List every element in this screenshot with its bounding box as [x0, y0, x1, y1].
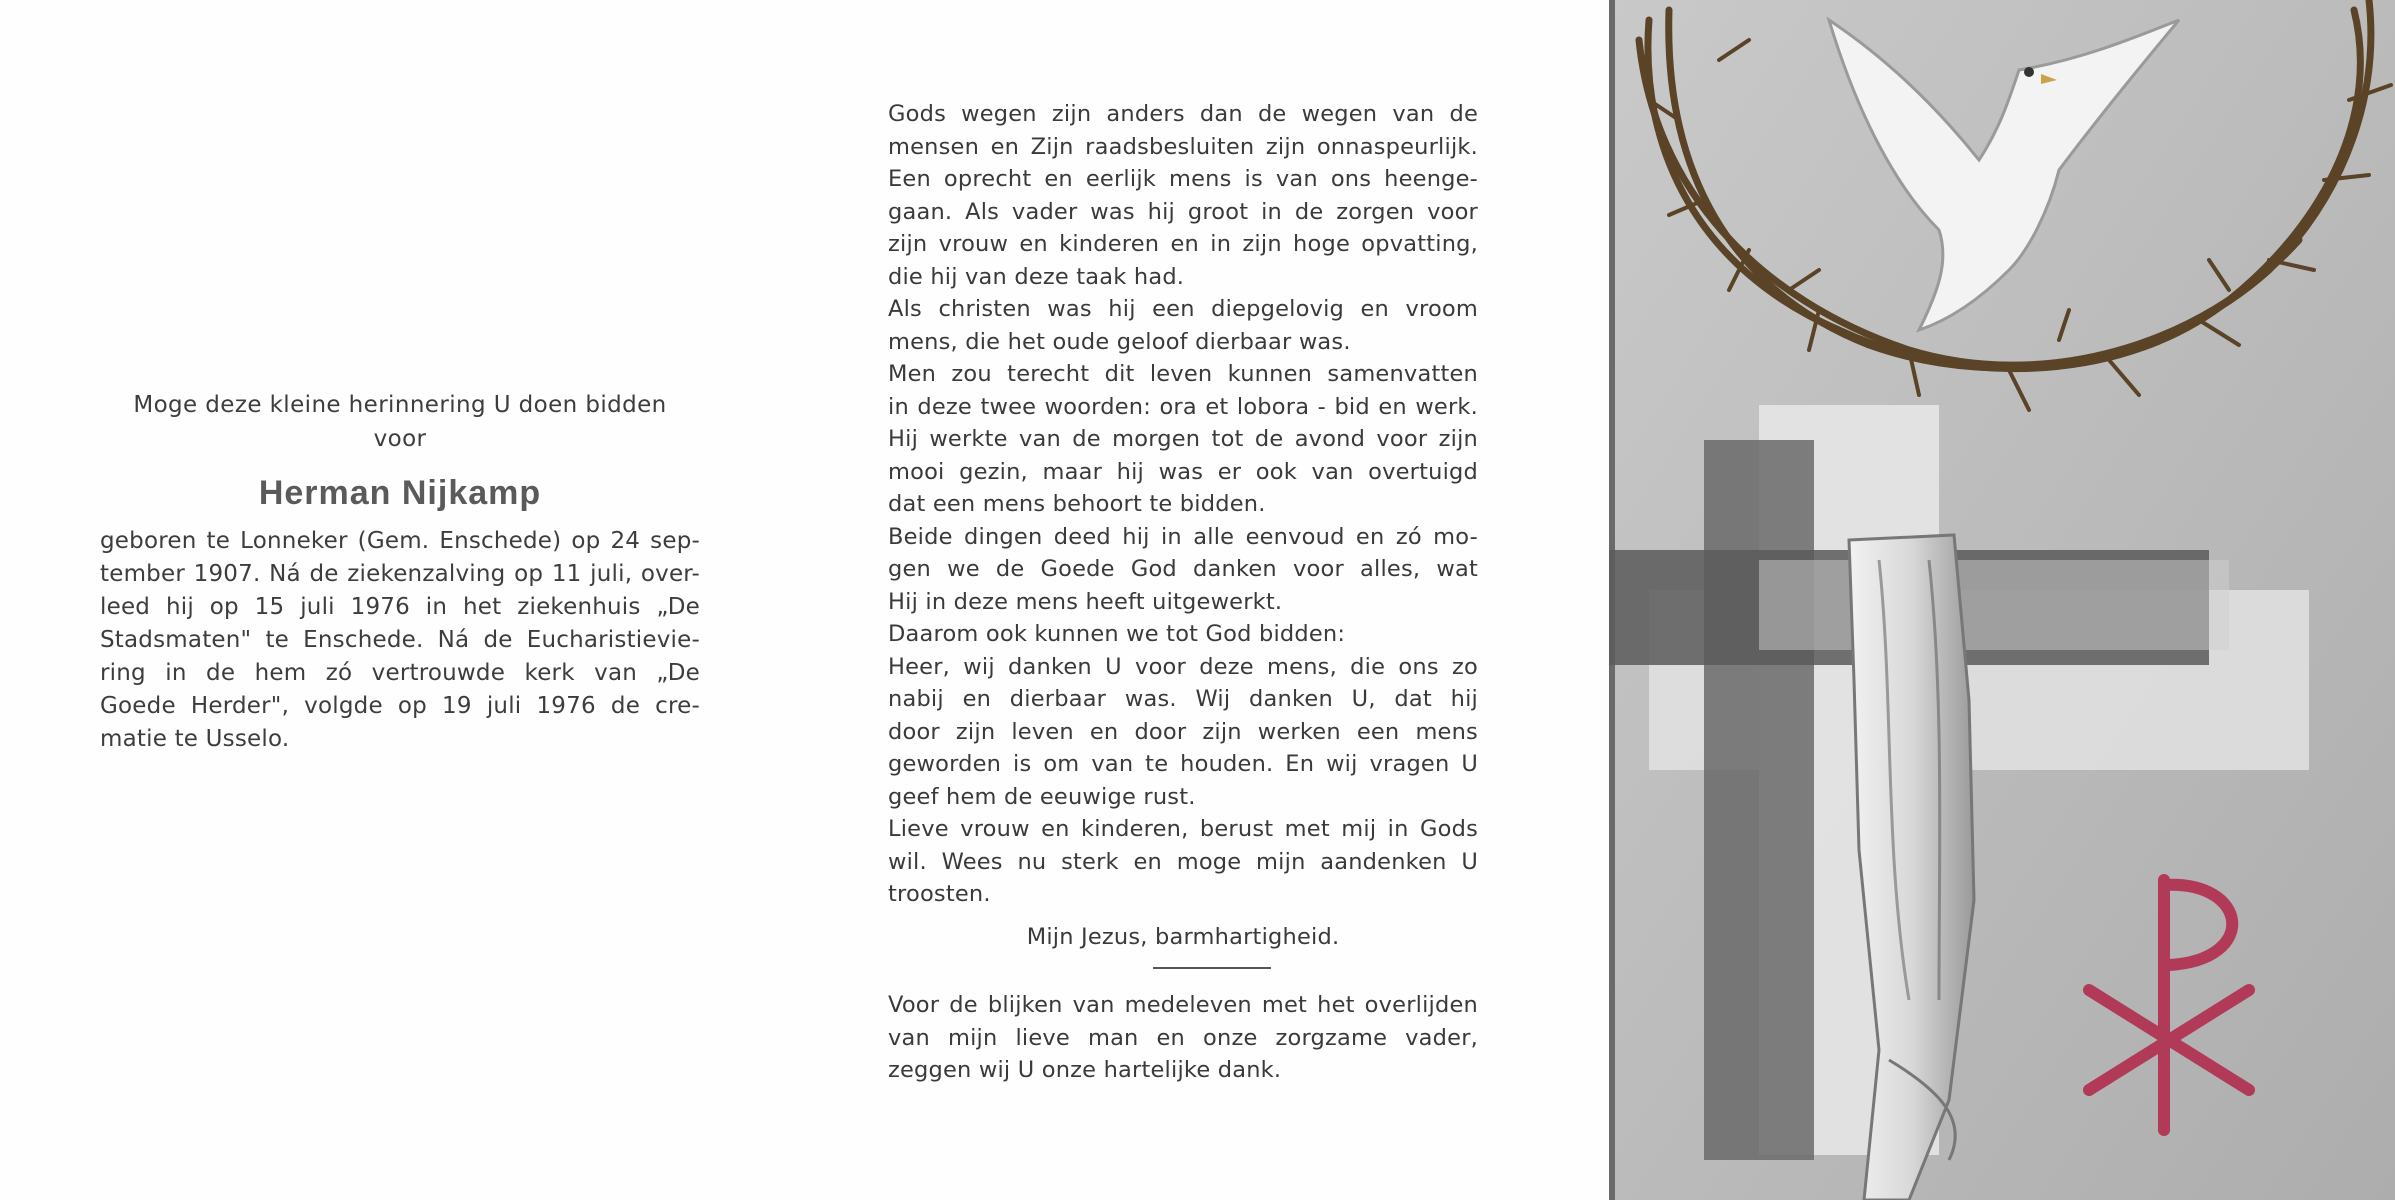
text-line: door zijn leven en door zijn werken een mens	[888, 718, 1478, 745]
bio-line: matie te Usselo.	[100, 726, 290, 752]
intro-line-2: voor	[373, 426, 427, 452]
intro-line-1: Moge deze kleine herinnering U doen bidden	[133, 392, 667, 418]
bio-line: tember 1907. Ná de ziekenzalving op 11 juli, over-	[100, 561, 700, 587]
text-line: mens, die het oude geloof dierbaar was.	[888, 328, 1351, 355]
bio-line: ring in de hem zó vertrouwde kerk van „De	[100, 660, 700, 686]
thanks-line: zeggen wij U onze hartelijke dank.	[888, 1057, 1282, 1083]
bio-line: leed hij op 15 juli 1976 in het ziekenhuis „De	[100, 594, 700, 620]
thanks-line: Voor de blijken van medeleven met het overlijden	[888, 992, 1478, 1018]
text-line: gen we de Goede God danken voor alles, wat	[888, 556, 1478, 582]
text-line: Hij werkte van de morgen tot de avond voor zijn	[888, 426, 1478, 452]
text-line: Men zou terecht dit leven kunnen samenvatten	[888, 361, 1478, 387]
text-line: die hij van deze taak had.	[888, 263, 1185, 290]
text-line: Een oprecht en eerlijk mens is van ons heenge-	[888, 166, 1478, 192]
text-line: in deze twee woorden: ora et lobora - bid en werk.	[888, 393, 1478, 420]
text-line: troosten.	[888, 881, 991, 907]
text-line: Gods wegen zijn anders dan de wegen van de	[888, 101, 1478, 127]
text-line: geef hem de eeuwige rust.	[888, 783, 1196, 810]
text-line: nabij en dierbaar was. Wij danken U, dat hij	[888, 686, 1478, 712]
text-line: Lieve vrouw en kinderen, berust met mij in Gods	[888, 816, 1478, 842]
memorial-text-panel	[888, 98, 1478, 1087]
bio-line: Stadsmaten" te Enschede. Ná de Eucharistievie-	[100, 627, 700, 653]
religious-painting	[1609, 0, 2395, 1200]
text-line: Beide dingen deed hij in alle eenvoud en zó mo-	[888, 523, 1478, 550]
painting-svg	[1609, 0, 2395, 1200]
bio-line: geboren te Lonneker (Gem. Enschede) op 24 sep-	[100, 528, 700, 554]
closing-prayer: Mijn Jezus, barmhartigheid.	[1026, 923, 1340, 950]
thanks-line: van mijn lieve man en onze zorgzame vader,	[888, 1024, 1478, 1051]
biography	[100, 525, 700, 756]
text-line: wil. Wees nu sterk en moge mijn aandenken U	[888, 848, 1478, 875]
text-line: Als christen was hij een diepgelovig en vroom	[888, 296, 1478, 322]
memorial-left-panel	[100, 388, 700, 756]
text-line: mooi gezin, maar hij was er ook van overtuigd	[888, 458, 1478, 485]
deceased-name: Herman Nijkamp	[258, 474, 542, 512]
text-line: geworden is om van te houden. En wij vragen U	[888, 751, 1478, 777]
divider	[1153, 967, 1271, 969]
text-line: dat een mens behoort te bidden.	[888, 491, 1266, 517]
text-line: mensen en Zijn raadsbesluiten zijn onnaspeurlijk.	[888, 133, 1478, 160]
text-line: gaan. Als vader was hij groot in de zorgen voor	[888, 198, 1478, 225]
thanks-text	[888, 989, 1478, 1087]
text-line: Daarom ook kunnen we tot God bidden:	[888, 621, 1346, 647]
bio-line: Goede Herder", volgde op 19 juli 1976 de cre-	[100, 693, 700, 719]
text-line: Hij in deze mens heeft uitgewerkt.	[888, 588, 1283, 615]
text-line: Heer, wij danken U voor deze mens, die ons zo	[888, 653, 1478, 680]
memorial-text	[888, 98, 1478, 911]
text-line: zijn vrouw en kinderen en in zijn hoge opvatting,	[888, 231, 1478, 257]
